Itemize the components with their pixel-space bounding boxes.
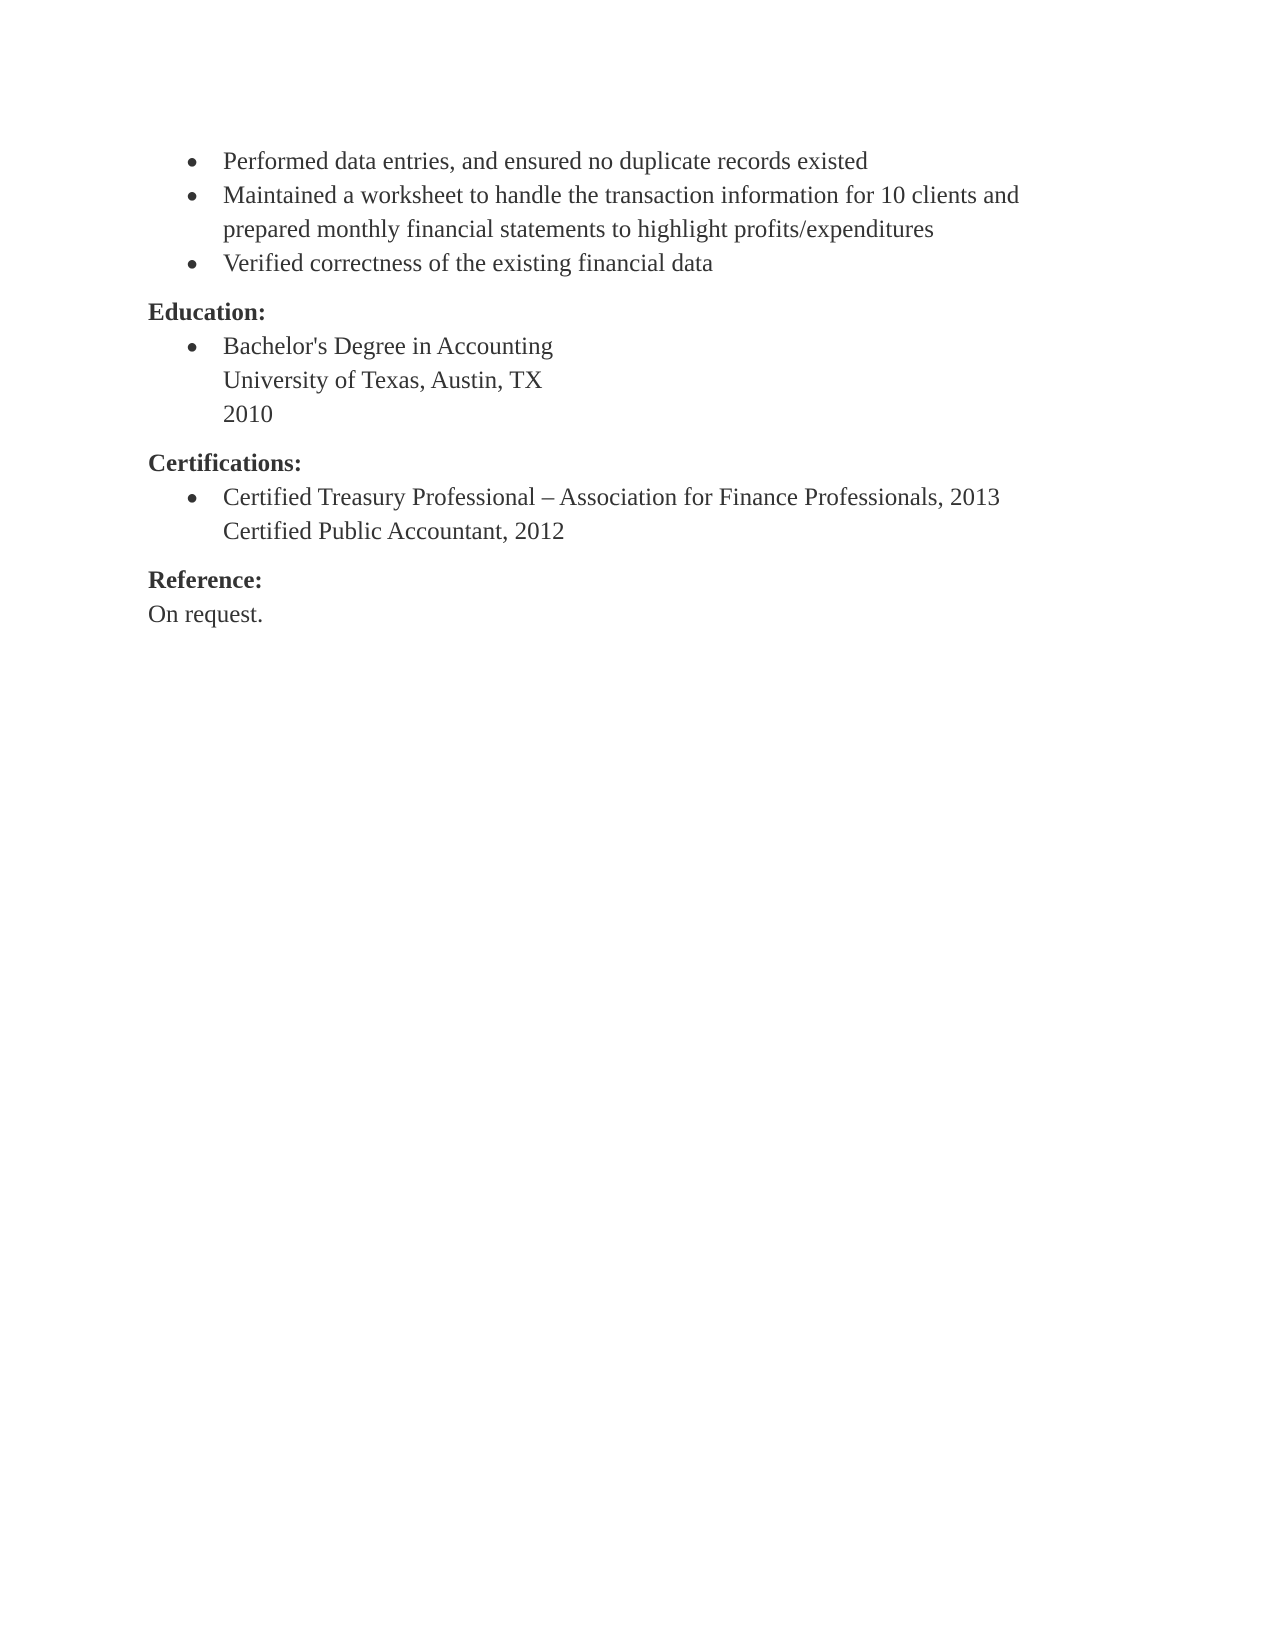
certification-ctp: Certified Treasury Professional – Association for Finance Professionals, 2013 bbox=[223, 484, 1000, 511]
bullet-icon: ● bbox=[186, 151, 199, 173]
bullet-icon: ● bbox=[186, 336, 199, 358]
reference-text: On request. bbox=[148, 601, 264, 628]
list-item bbox=[148, 481, 1128, 549]
bullet-icon: ● bbox=[186, 487, 199, 509]
reference-heading: Reference: bbox=[148, 567, 263, 594]
bullet-icon: ● bbox=[186, 253, 199, 275]
experience-bullet-text: Maintained a worksheet to handle the transaction information for 10 clients and bbox=[223, 182, 1020, 209]
certification-cpa: Certified Public Accountant, 2012 bbox=[223, 518, 565, 545]
bullet-icon: ● bbox=[186, 185, 199, 207]
experience-bullet-text: Verified correctness of the existing financial data bbox=[223, 250, 714, 277]
education-degree: Bachelor's Degree in Accounting bbox=[223, 333, 554, 360]
experience-bullet-list bbox=[148, 145, 1128, 281]
list-item bbox=[148, 179, 1128, 247]
list-item bbox=[148, 247, 1128, 281]
document-content bbox=[148, 145, 1128, 632]
certifications-heading: Certifications: bbox=[148, 450, 303, 477]
education-list bbox=[148, 330, 1128, 432]
experience-bullet-text: Performed data entries, and ensured no duplicate records existed bbox=[223, 148, 868, 175]
list-item bbox=[148, 330, 1128, 432]
list-item bbox=[148, 145, 1128, 179]
education-year: 2010 bbox=[223, 401, 273, 428]
education-school: University of Texas, Austin, TX bbox=[223, 367, 543, 394]
education-heading: Education: bbox=[148, 299, 267, 326]
experience-bullet-text-continued: prepared monthly financial statements to highlight profits/expenditures bbox=[223, 216, 934, 243]
certifications-list bbox=[148, 481, 1128, 549]
